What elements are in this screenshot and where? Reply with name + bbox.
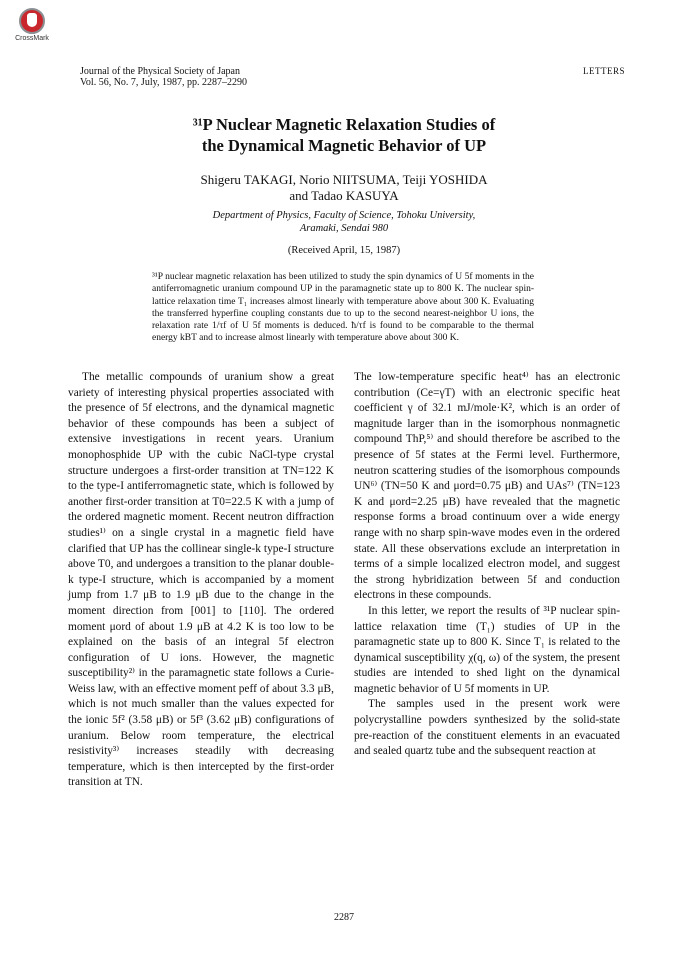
received-date: (Received April, 15, 1987) — [287, 245, 401, 256]
body-paragraph: The samples used in the present work were polycrystalline powders synthesized by the solid-state pre-reaction of the constituent elements in an evacuated and sealed quartz tube and the subsequent reaction at — [354, 698, 620, 758]
authors-line-1: Shigeru TAKAGI, Norio NIITSUMA, Teiji YOSHIDA — [200, 172, 488, 187]
page-number: 2287 — [334, 912, 354, 923]
crossmark-logo[interactable] — [10, 8, 54, 42]
title-line-1: ³¹P Nuclear Magnetic Relaxation Studies of — [192, 115, 496, 134]
crossmark-icon — [19, 8, 45, 34]
title-line-2: the Dynamical Magnetic Behavior of UP — [201, 136, 487, 155]
authors-line-2: and Tadao KASUYA — [289, 188, 399, 203]
journal-volume: Vol. 56, No. 7, July, 1987, pp. 2287–2290 — [80, 77, 247, 88]
paper-title — [0, 114, 688, 156]
body-paragraph: The metallic compounds of uranium show a great variety of interesting physical properties associated with the presence of 5f electrons, and the dynamical magnetic behavior of these compounds has been a subject of extensive investigations in recent years. Uranium monophosphide UP with the cubic NaCl-type crystal structure undergoes a first-order transition at TN=122 K to the type-I antiferromagnetic state, which is followed by another first-order transition at T0=22.5 K with a jump of the ordered magnetic moment. Recent neutron diffraction studies¹⁾ on a single crystal in a magnetic field have clarified that UP has the collinear single-k type-I structure above T0, and undergoes a transition to the planar double-k type-I structure, which is accompanied by a moment jump from 1.7 μB to 1.9 μB due to the change in the moment direction from [001] to [110]. The ordered moment μord of about 1.9 μB at 4.2 K is too low to be explained on the basis of an integral 5f electron configuration of U ions. However, the magnetic susceptibility²⁾ in the paramagnetic state follows a Curie-Weiss law, with an effective moment peff of about 3.3 μB, which is not much smaller than the values expected for the ionic 5f² (3.58 μB) or 5f³ (3.62 μB) configurations of uranium. Below room temperature, the electrical resistivity³⁾ increases steadily with decreasing temperature, which is then intercepted by the first-order transition at TN. — [68, 371, 334, 789]
journal-citation — [80, 66, 247, 88]
affiliation-line-2: Aramaki, Sendai 980 — [299, 222, 389, 234]
affiliation-line-1: Department of Physics, Faculty of Science, Tohoku University, — [212, 210, 476, 221]
section-label: LETTERS — [583, 66, 625, 76]
affiliation — [0, 210, 688, 235]
author-list — [0, 172, 688, 204]
journal-name: Journal of the Physical Society of Japan — [80, 66, 240, 77]
body-paragraph: The low-temperature specific heat⁴⁾ has an electronic contribution (Ce=γT) with an electronic specific heat coefficient γ of 32.1 mJ/mole·K², which is an order of magnitude larger than in the isomorphous nonmagnetic compound ThP,⁵⁾ and should therefore be ascribed to the presence of 5f states at the Fermi level. Furthermore, neutron scattering studies of the isomorphous compounds UN⁶⁾ (TN=50 K and μord=0.75 μB) and UAs⁷⁾ (TN=123 K and μord=2.25 μB) have revealed that the magnetic response forms a broad continuum over a wide energy range with no sharp spin-wave modes even in the ordered state. All these observations exclude an interpretation in terms of a simple localized electron model, and suggest the strong hybridization between 5f and conduction electrons in these compounds. — [354, 371, 620, 602]
body-column-left — [68, 370, 334, 791]
body-paragraph: In this letter, we report the results of ³¹P nuclear spin-lattice relaxation time (T₁) studies of UP in the paramagnetic state up to 800 K. Since T₁ is related to the dynamical susceptibility χ(q, ω) of the system, the present studies are intended to shed light on the dynamical magnetic behavior of U 5f moments in UP. — [354, 604, 620, 695]
abstract: ³¹P nuclear magnetic relaxation has been utilized to study the spin dynamics of U 5f moments in the antiferromagnetic uranium compound UP in the paramagnetic state up to 800 K. The nuclear spin-lattice relaxation time T₁ increases almost linearly with temperature above about 300 K. Evaluating the transferred hyperfine coupling constants due to up to the second nearest-neighbor U ions, the relaxation rate 1/τf of U 5f moments is deduced. ħ/τf is found to be comparable to the thermal energy kBT and to increase almost linearly with temperature above about 300 K. — [152, 272, 534, 344]
crossmark-label: CrossMark — [15, 35, 49, 42]
body-column-right — [354, 370, 620, 760]
